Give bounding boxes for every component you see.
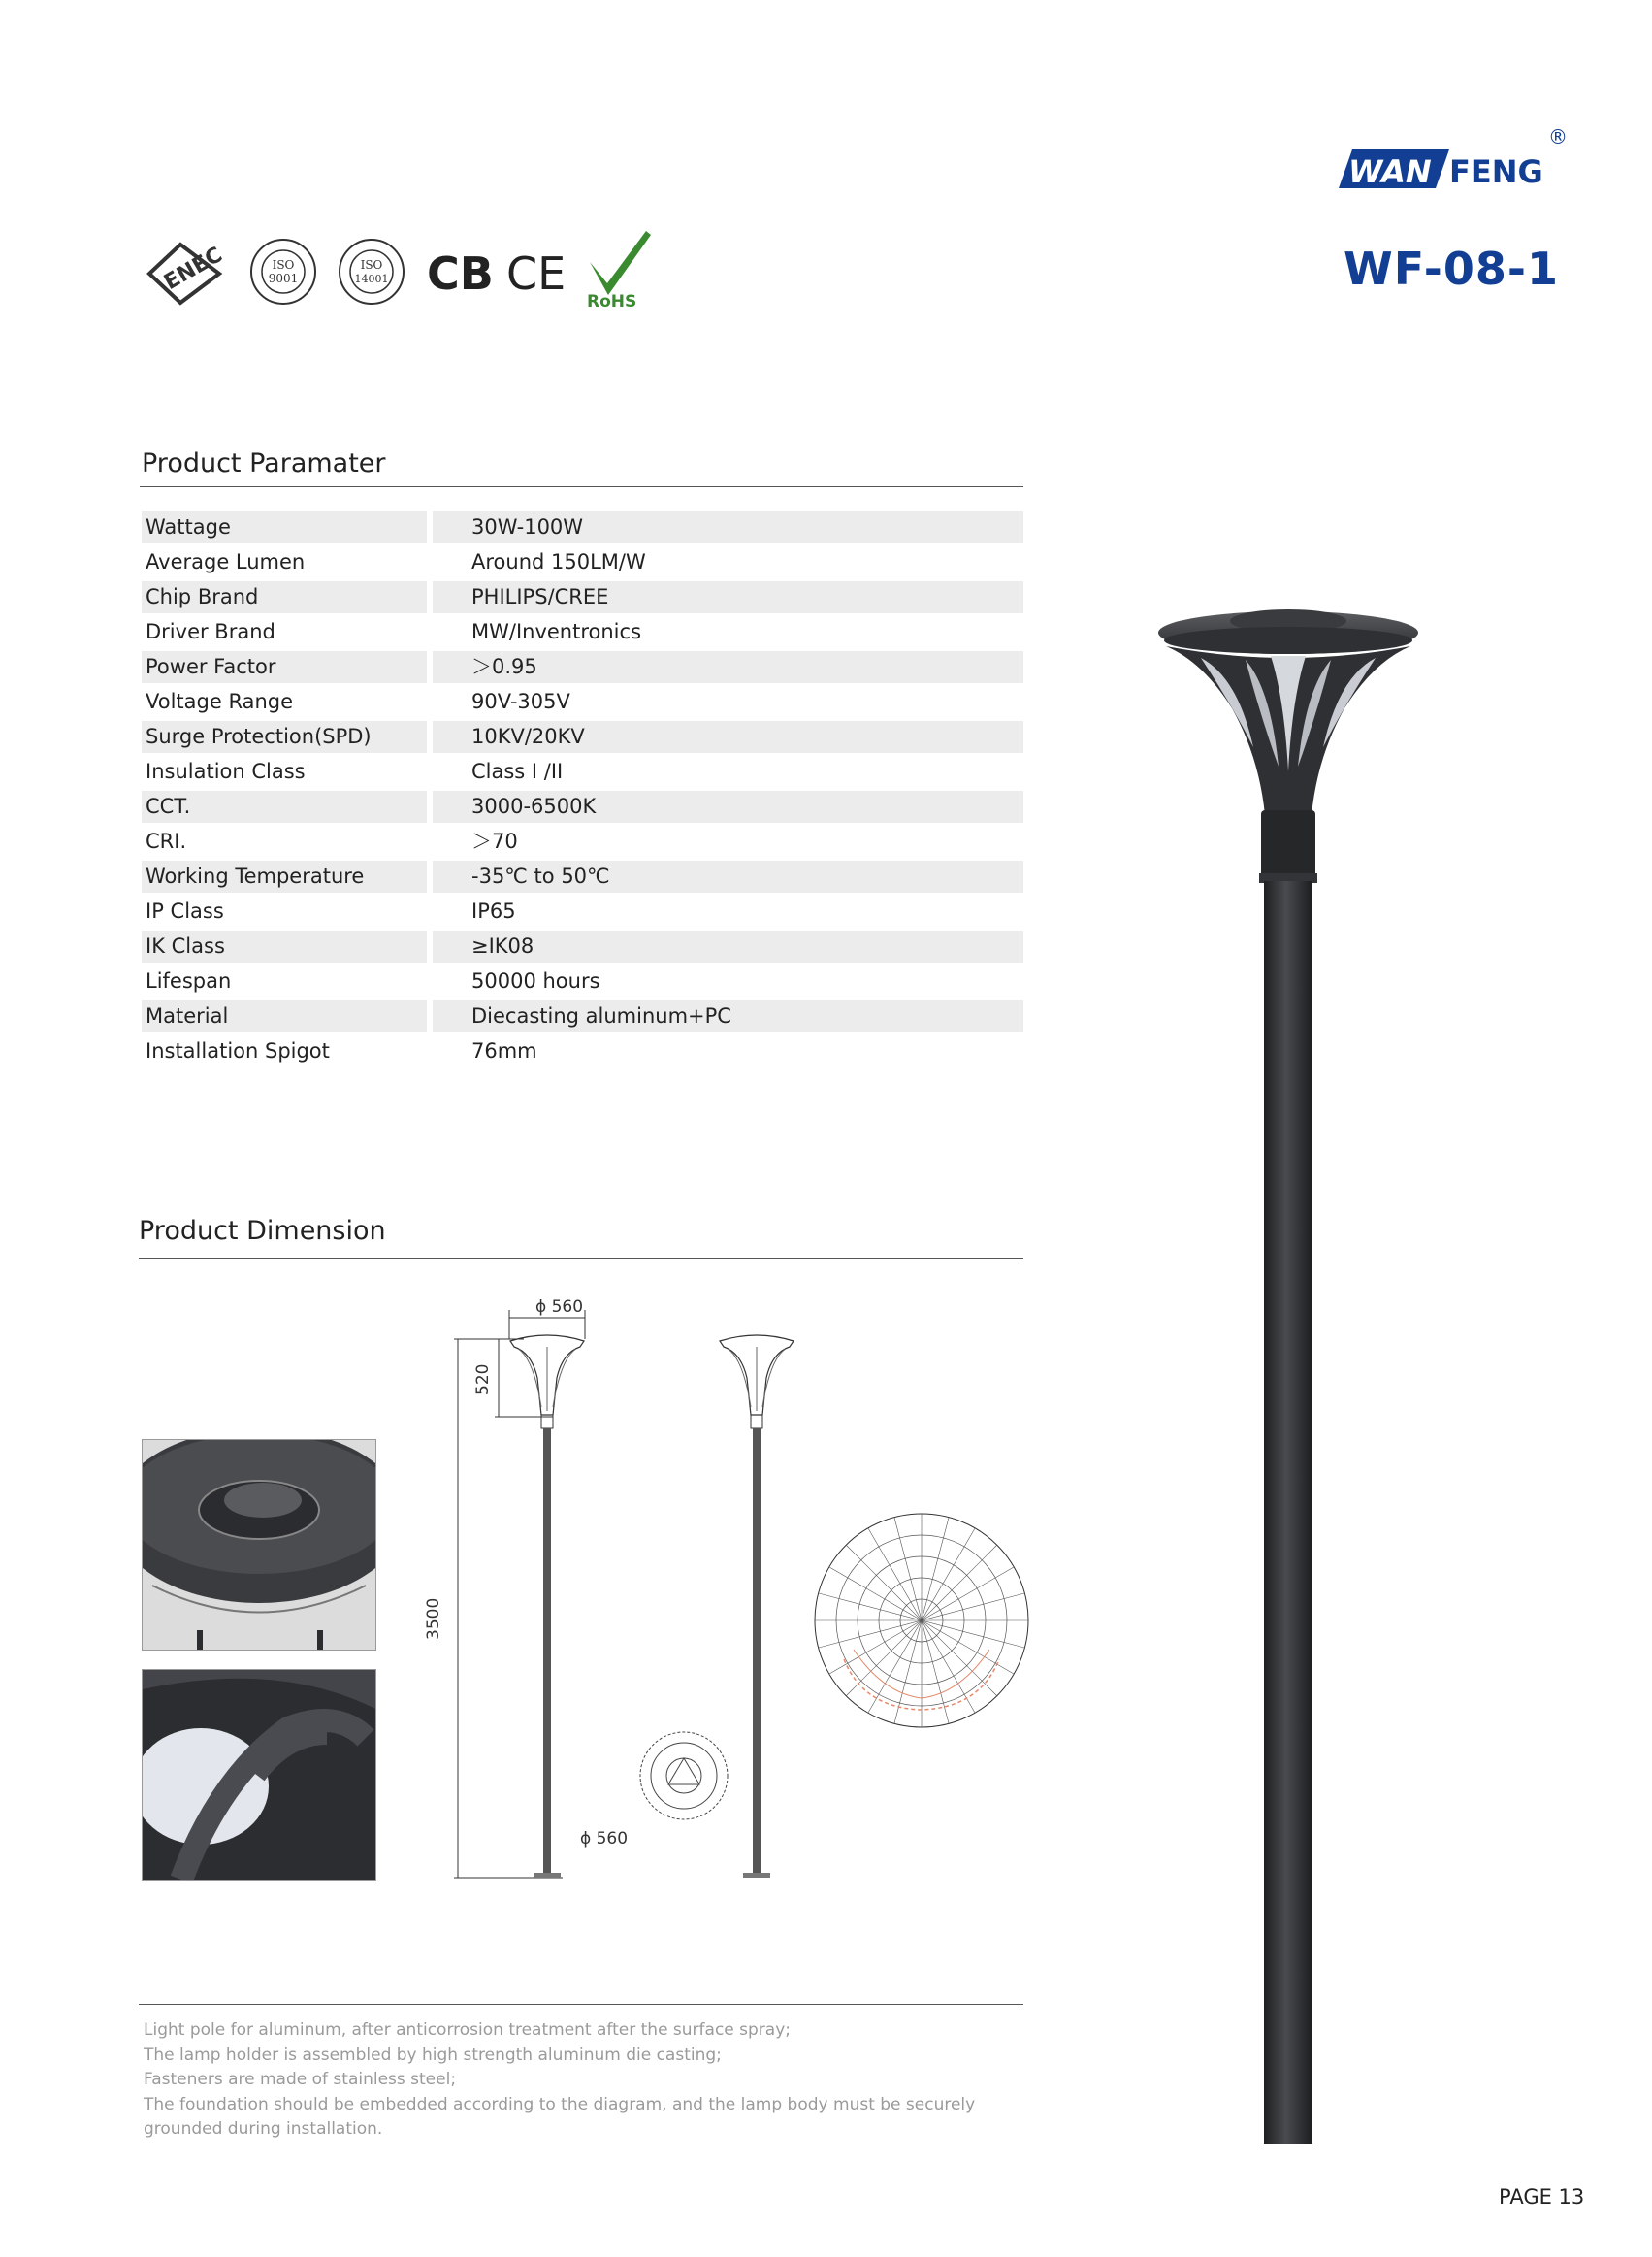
head-height-label: 520 bbox=[473, 1363, 493, 1395]
parameters-divider bbox=[140, 486, 1023, 487]
param-value: ≥IK08 bbox=[433, 931, 1023, 963]
param-row bbox=[142, 684, 1023, 719]
param-row bbox=[142, 649, 1023, 684]
lamp-arm-detail-photo bbox=[142, 1669, 376, 1881]
param-value: 30W-100W bbox=[433, 511, 1023, 543]
param-value: Diecasting aluminum+PC bbox=[433, 1000, 1023, 1032]
brand-logo bbox=[1335, 122, 1579, 194]
enec-mark-icon bbox=[149, 243, 227, 303]
param-key: Working Temperature bbox=[142, 861, 427, 893]
notes-divider bbox=[139, 2004, 1023, 2005]
param-key: CCT. bbox=[142, 791, 427, 823]
param-row bbox=[142, 509, 1023, 544]
param-value: -35℃ to 50℃ bbox=[433, 861, 1023, 893]
param-key: Lifespan bbox=[146, 969, 232, 993]
dimension-drawing bbox=[417, 1291, 1057, 1902]
param-value: ＞70 bbox=[471, 830, 518, 853]
certification-marks bbox=[146, 225, 660, 312]
param-key: Power Factor bbox=[142, 651, 427, 683]
lamp-product-photo bbox=[1145, 602, 1445, 2144]
param-row bbox=[142, 859, 1023, 894]
note-line: Fasteners are made of stainless steel; bbox=[144, 2070, 457, 2089]
param-value: ＞0.95 bbox=[433, 651, 1023, 683]
param-row bbox=[142, 719, 1023, 754]
rohs-check-icon bbox=[587, 231, 651, 311]
parameters-title: Product Paramater bbox=[142, 448, 386, 478]
param-value: 50000 hours bbox=[471, 969, 600, 993]
svg-text:RoHS: RoHS bbox=[587, 292, 637, 311]
svg-text:ISO: ISO bbox=[272, 258, 295, 272]
param-value: 90V-305V bbox=[471, 690, 570, 713]
param-key: Insulation Class bbox=[146, 760, 306, 783]
svg-text:9001: 9001 bbox=[268, 272, 299, 285]
dimension-title: Product Dimension bbox=[139, 1216, 386, 1246]
total-height-label: 3500 bbox=[424, 1597, 443, 1640]
param-key: Surge Protection(SPD) bbox=[142, 721, 427, 753]
iso-14001-seal-icon bbox=[340, 240, 404, 304]
top-diameter-label: ϕ 560 bbox=[535, 1297, 584, 1317]
registered-mark: ® bbox=[1548, 125, 1568, 148]
param-row bbox=[142, 998, 1023, 1033]
note-line: The foundation should be embedded according to the diagram, and the lamp body must be securely bbox=[144, 2094, 976, 2114]
param-value: MW/Inventronics bbox=[471, 620, 642, 643]
svg-text:WAN: WAN bbox=[1348, 153, 1432, 190]
param-key: Installation Spigot bbox=[146, 1039, 330, 1063]
cb-mark-icon: CB bbox=[427, 247, 494, 300]
param-key: IK Class bbox=[142, 931, 427, 963]
param-value: 3000-6500K bbox=[433, 791, 1023, 823]
installation-notes bbox=[144, 2018, 1017, 2143]
plan-view-icon bbox=[640, 1732, 728, 1819]
note-line: The lamp holder is assembled by high strength aluminum die casting; bbox=[144, 2044, 722, 2065]
param-key: Average Lumen bbox=[146, 550, 306, 573]
param-row bbox=[142, 894, 1023, 929]
dimension-divider bbox=[139, 1258, 1023, 1259]
param-row bbox=[142, 579, 1023, 614]
note-line: grounded during installation. bbox=[144, 2119, 383, 2139]
param-row bbox=[142, 964, 1023, 998]
svg-text:ISO: ISO bbox=[360, 258, 383, 272]
param-key: Wattage bbox=[142, 511, 427, 543]
svg-text:ENEC: ENEC bbox=[160, 243, 227, 296]
param-value: Class I /II bbox=[471, 760, 564, 783]
param-value: PHILIPS/CREE bbox=[433, 581, 1023, 613]
model-number: WF-08-1 bbox=[1344, 243, 1559, 295]
param-row bbox=[142, 544, 1023, 579]
svg-text:14001: 14001 bbox=[354, 273, 389, 285]
param-row bbox=[142, 614, 1023, 649]
light-distribution-diagram-icon bbox=[815, 1514, 1028, 1727]
parameter-table bbox=[142, 509, 1023, 1068]
param-row bbox=[142, 789, 1023, 824]
page-number: PAGE 13 bbox=[1499, 2185, 1585, 2208]
param-key: Voltage Range bbox=[146, 690, 294, 713]
param-key: Chip Brand bbox=[142, 581, 427, 613]
param-row bbox=[142, 929, 1023, 964]
param-key: CRI. bbox=[146, 830, 187, 853]
lamp-top-detail-photo bbox=[142, 1439, 376, 1651]
note-line: Light pole for aluminum, after anticorrosion treatment after the surface spray; bbox=[144, 2020, 792, 2040]
param-value: Around 150LM/W bbox=[471, 550, 646, 573]
param-row bbox=[142, 824, 1023, 859]
ce-mark-icon: CE bbox=[506, 247, 567, 300]
svg-text:FENG: FENG bbox=[1449, 153, 1543, 190]
param-key: IP Class bbox=[146, 900, 224, 923]
param-value: 10KV/20KV bbox=[433, 721, 1023, 753]
side-elevation-icon bbox=[720, 1335, 794, 1878]
param-key: Material bbox=[142, 1000, 427, 1032]
param-value: IP65 bbox=[471, 900, 516, 923]
param-row bbox=[142, 1033, 1023, 1068]
param-row bbox=[142, 754, 1023, 789]
param-value: 76mm bbox=[471, 1039, 537, 1063]
param-key: Driver Brand bbox=[146, 620, 275, 643]
iso-9001-seal-icon bbox=[251, 240, 315, 304]
base-diameter-label: ϕ 560 bbox=[580, 1829, 629, 1848]
